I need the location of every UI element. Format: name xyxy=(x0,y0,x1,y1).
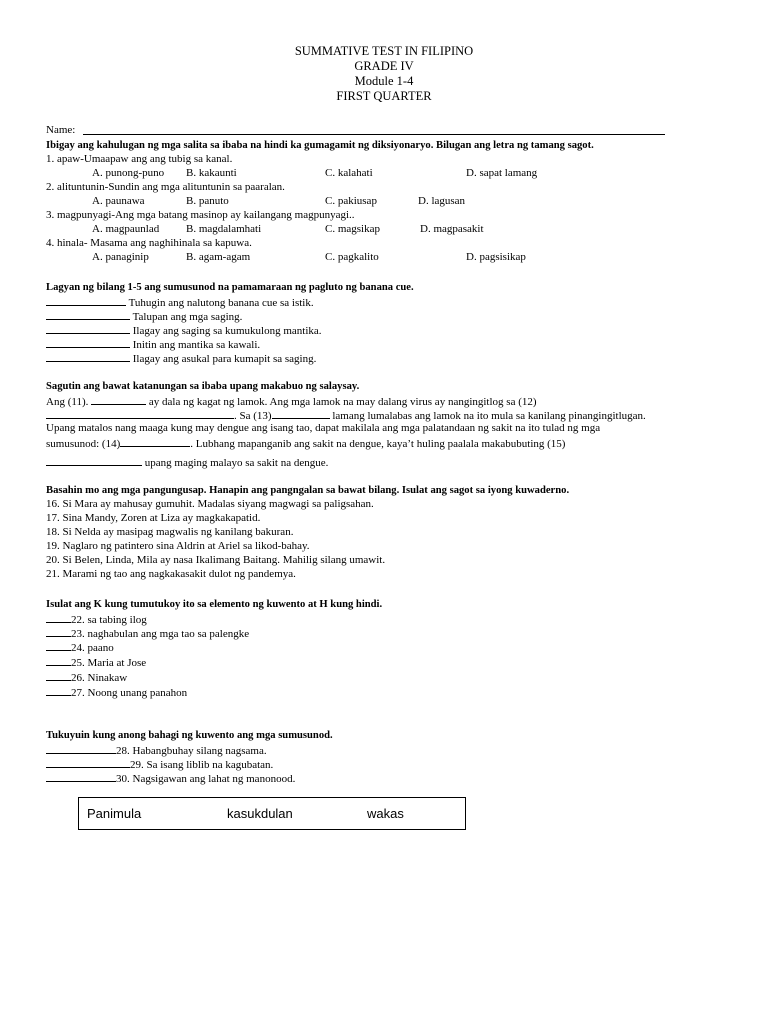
part1-instruction: Ibigay ang kahulugan ng mga salita sa ibaba na hindi ka gumagamit ng diksiyonaryo. Bilugan ang letra ng tamang sagot. xyxy=(46,140,594,151)
list-item xyxy=(46,757,273,772)
answer-blank-12[interactable] xyxy=(46,408,234,419)
item-text: 27. Noong unang panahon xyxy=(71,687,188,699)
list-item: 17. Sina Mandy, Zoren at Liza ay magkakapatid. xyxy=(46,512,261,524)
list-item: 16. Si Mara ay mahusay gumuhit. Madalas siyang magwagi sa paligsahan. xyxy=(46,498,374,510)
test-header xyxy=(0,44,768,104)
choice-1b[interactable]: B. kakaunti xyxy=(186,167,237,179)
part6-instruction: Tukuyuin kung anong bahagi ng kuwento ang mga sumusunod. xyxy=(46,730,333,741)
list-item xyxy=(46,626,249,641)
name-label: Name: xyxy=(46,124,76,136)
step-text: Talupan ang mga saging. xyxy=(132,311,243,323)
list-item xyxy=(46,743,267,758)
answer-blank-13[interactable] xyxy=(272,408,330,419)
quarter: FIRST QUARTER xyxy=(336,89,432,103)
choice-1a[interactable]: A. punong-puno xyxy=(92,167,165,179)
choice-3c[interactable]: C. magsikap xyxy=(325,223,380,235)
part3-instruction: Sagutin ang bawat katanungan sa ibaba upang makabuo ng salaysay. xyxy=(46,381,360,392)
choice-2c[interactable]: C. pakiusap xyxy=(325,195,377,207)
list-item xyxy=(46,351,316,366)
module-range: Module 1-4 xyxy=(354,74,414,88)
item-text: 23. naghabulan ang mga tao sa palengke xyxy=(71,628,250,640)
item-text: 26. Ninakaw xyxy=(71,672,128,684)
answer-blank[interactable] xyxy=(46,309,130,320)
list-item: 19. Naglaro ng patintero sina Aldrin at Ariel sa likod-bahay. xyxy=(46,540,310,552)
choice-4c[interactable]: C. pagkalito xyxy=(325,251,379,263)
paragraph-text: upang maging malayo sa sakit na dengue. xyxy=(144,457,329,469)
list-item xyxy=(46,670,127,685)
paragraph-line: Upang matalos nang maaga kung may dengue ang isang tao, dapat makilala ang mga palatandaan ng sakit na ito tulad ng mga xyxy=(46,422,601,434)
choice-1c[interactable]: C. kalahati xyxy=(325,167,373,179)
list-item: 20. Si Belen, Linda, Mila ay nasa Ikalimang Baitang. Mahilig silang umawit. xyxy=(46,554,386,566)
item-text: 28. Habangbuhay silang nagsama. xyxy=(116,745,267,757)
answer-blank[interactable] xyxy=(46,743,116,754)
list-item xyxy=(46,685,187,700)
list-item xyxy=(46,612,147,627)
question-4: 4. hinala- Masama ang naghihinala sa kapuwa. xyxy=(46,237,252,249)
paragraph-line xyxy=(46,455,328,470)
answer-blank[interactable] xyxy=(46,757,130,768)
item-text: 24. paano xyxy=(71,642,114,654)
answer-blank[interactable] xyxy=(46,685,71,696)
step-text: Ilagay ang asukal para kumapit sa saging. xyxy=(132,353,317,365)
part4-instruction: Basahin mo ang mga pangungusap. Hanapin ang pangngalan sa bawat bilang. Isulat ang sagot sa iyong kuwaderno. xyxy=(46,485,570,496)
paragraph-line xyxy=(46,436,565,451)
choice-4a[interactable]: A. panaginip xyxy=(92,251,149,263)
choice-3d[interactable]: D. magpasakit xyxy=(420,223,484,235)
paragraph-text: sumusunod: (14) xyxy=(46,438,121,450)
paragraph-text: lamang lumalabas ang lamok na ito mula sa kanilang pinangingitlugan. xyxy=(332,410,646,422)
list-item xyxy=(46,655,146,670)
list-item: 18. Si Nelda ay masipag magwalis ng kanilang bakuran. xyxy=(46,526,294,538)
step-text: Tuhugin ang nalutong banana cue sa istik. xyxy=(128,297,314,309)
answer-blank[interactable] xyxy=(46,626,71,637)
question-1: 1. apaw-Umaapaw ang ang tubig sa kanal. xyxy=(46,153,233,165)
part2-instruction: Lagyan ng bilang 1-5 ang sumusunod na pamamaraan ng pagluto ng banana cue. xyxy=(46,282,414,293)
paragraph-text: . Sa (13) xyxy=(234,410,272,422)
choice-2b[interactable]: B. panuto xyxy=(186,195,229,207)
paragraph-text: Ang (11). xyxy=(46,396,89,408)
option-kasukdulan: kasukdulan xyxy=(227,806,293,821)
item-text: 30. Nagsigawan ang lahat ng manonood. xyxy=(116,773,296,785)
choice-4d[interactable]: D. pagsisikap xyxy=(466,251,526,263)
list-item xyxy=(46,309,242,324)
choice-3a[interactable]: A. magpaunlad xyxy=(92,223,160,235)
choice-4b[interactable]: B. agam-agam xyxy=(186,251,251,263)
answer-blank[interactable] xyxy=(46,323,130,334)
answer-blank[interactable] xyxy=(46,670,71,681)
list-item xyxy=(46,640,114,655)
answer-blank[interactable] xyxy=(46,295,126,306)
step-text: Initin ang mantika sa kawali. xyxy=(132,339,261,351)
item-text: 29. Sa isang liblib na kagubatan. xyxy=(130,759,274,771)
step-text: Ilagay ang saging sa kumukulong mantika. xyxy=(132,325,322,337)
answer-blank-11[interactable] xyxy=(91,394,146,405)
question-3: 3. magpunyagi-Ang mga batang masinop ay kailangang magpunyagi.. xyxy=(46,209,355,221)
answer-blank[interactable] xyxy=(46,337,130,348)
list-item xyxy=(46,771,295,786)
option-wakas: wakas xyxy=(367,806,404,821)
answer-blank-15[interactable] xyxy=(46,455,142,466)
question-2: 2. alituntunin-Sundin ang mga alituntunin sa paaralan. xyxy=(46,181,285,193)
paragraph-text: . Lubhang mapanganib ang sakit na dengue, kaya’t huling paalala makabubuting (15) xyxy=(190,438,566,450)
choice-3b[interactable]: B. magdalamhati xyxy=(186,223,262,235)
answer-blank[interactable] xyxy=(46,351,130,362)
choice-2a[interactable]: A. paunawa xyxy=(92,195,145,207)
paragraph-line xyxy=(46,394,537,409)
paragraph-text: ay dala ng kagat ng lamok. Ang mga lamok na may dalang virus ay nangingitlog sa (12) xyxy=(148,396,537,408)
choice-2d[interactable]: D. lagusan xyxy=(418,195,466,207)
option-panimula: Panimula xyxy=(87,806,142,821)
grade-level: GRADE IV xyxy=(354,59,414,73)
answer-blank-14[interactable] xyxy=(120,436,190,447)
paragraph-line xyxy=(46,408,646,423)
list-item xyxy=(46,295,314,310)
name-field[interactable] xyxy=(83,134,665,135)
answer-blank[interactable] xyxy=(46,612,71,623)
answer-blank[interactable] xyxy=(46,640,71,651)
item-text: 25. Maria at Jose xyxy=(71,657,147,669)
choice-1d[interactable]: D. sapat lamang xyxy=(466,167,538,179)
answer-blank[interactable] xyxy=(46,655,71,666)
answer-blank[interactable] xyxy=(46,771,116,782)
list-item: 21. Marami ng tao ang nagkakasakit dulot ng pandemya. xyxy=(46,568,296,580)
answer-choices-box xyxy=(78,797,466,830)
part5-instruction: Isulat ang K kung tumutukoy ito sa elemento ng kuwento at H kung hindi. xyxy=(46,599,383,610)
list-item xyxy=(46,337,260,352)
item-text: 22. sa tabing ilog xyxy=(71,614,147,626)
list-item xyxy=(46,323,322,338)
test-title: SUMMATIVE TEST IN FILIPINO xyxy=(294,44,474,58)
